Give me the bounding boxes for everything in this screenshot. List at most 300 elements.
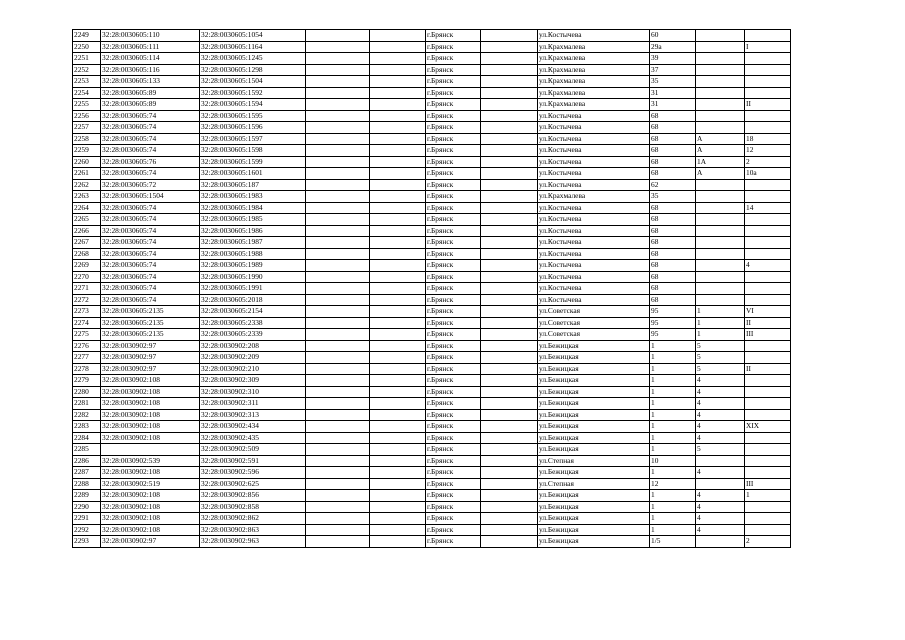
cell-blank-col-b: [370, 179, 426, 191]
cell-street: ул.Костычева: [538, 214, 650, 226]
cell-house: 1: [650, 421, 696, 433]
table-body: [73, 30, 791, 548]
cell-row-number: 2275: [73, 329, 101, 341]
table-row: [73, 513, 791, 525]
cell-blank-col-a: [306, 53, 370, 65]
cell-cadastral-number: 32:28:0030605:1990: [200, 271, 306, 283]
cell-blank-col-a: [306, 409, 370, 421]
cell-city: г.Брянск: [426, 421, 481, 433]
cell-cadastral-number: 32:28:0030902:313: [200, 409, 306, 421]
cell-cadastral-parent: 32:28:0030605:74: [101, 294, 200, 306]
table-row: [73, 99, 791, 111]
cell-row-number: 2282: [73, 409, 101, 421]
cell-city: г.Брянск: [426, 306, 481, 318]
table-row: [73, 352, 791, 364]
cell-cadastral-number: 32:28:0030605:1986: [200, 225, 306, 237]
table-row: [73, 432, 791, 444]
table-row: [73, 271, 791, 283]
cell-blank-col-a: [306, 191, 370, 203]
cell-cadastral-number: 32:28:0030605:1298: [200, 64, 306, 76]
cell-cadastral-parent: 32:28:0030902:108: [101, 398, 200, 410]
cell-cadastral-parent: 32:28:0030902:97: [101, 340, 200, 352]
cell-blank-col-a: [306, 87, 370, 99]
cell-city: г.Брянск: [426, 30, 481, 42]
cell-cadastral-parent: 32:28:0030605:74: [101, 168, 200, 180]
cell-cadastral-parent: 32:28:0030902:108: [101, 386, 200, 398]
cell-premises: [745, 248, 791, 260]
cell-blank-col-a: [306, 225, 370, 237]
cell-premises: [745, 467, 791, 479]
cell-cadastral-parent: 32:28:0030902:108: [101, 467, 200, 479]
cell-house: 10: [650, 455, 696, 467]
cell-premises: [745, 398, 791, 410]
cell-blank-col-c: [481, 421, 538, 433]
cell-cadastral-number: 32:28:0030902:856: [200, 490, 306, 502]
cell-cadastral-parent: 32:28:0030605:114: [101, 53, 200, 65]
cell-premises: [745, 237, 791, 249]
cell-building: 1: [696, 306, 745, 318]
table-row: [73, 156, 791, 168]
table-row: [73, 225, 791, 237]
cell-building: [696, 248, 745, 260]
cell-house: 68: [650, 122, 696, 134]
cell-building: 1: [696, 317, 745, 329]
cell-blank-col-b: [370, 444, 426, 456]
cell-street: ул.Бежицкая: [538, 340, 650, 352]
cell-cadastral-parent: 32:28:0030605:74: [101, 271, 200, 283]
cell-cadastral-parent: 32:28:0030605:74: [101, 145, 200, 157]
cell-blank-col-a: [306, 156, 370, 168]
cell-building: 1А: [696, 156, 745, 168]
cell-premises: [745, 444, 791, 456]
cell-cadastral-number: 32:28:0030605:1054: [200, 30, 306, 42]
cell-premises: 4: [745, 260, 791, 272]
cell-row-number: 2292: [73, 524, 101, 536]
cell-blank-col-c: [481, 536, 538, 548]
cell-street: ул.Костычева: [538, 283, 650, 295]
cell-row-number: 2262: [73, 179, 101, 191]
table-row: [73, 524, 791, 536]
cell-blank-col-c: [481, 64, 538, 76]
cell-cadastral-parent: 32:28:0030605:74: [101, 260, 200, 272]
table-row: [73, 237, 791, 249]
cell-house: 68: [650, 225, 696, 237]
cell-building: [696, 110, 745, 122]
cell-blank-col-b: [370, 237, 426, 249]
cell-building: 5: [696, 363, 745, 375]
cell-blank-col-b: [370, 501, 426, 513]
cell-blank-col-b: [370, 168, 426, 180]
cell-house: 1: [650, 501, 696, 513]
cell-premises: 1: [745, 490, 791, 502]
cell-building: 5: [696, 340, 745, 352]
cell-house: 1: [650, 340, 696, 352]
cell-blank-col-c: [481, 202, 538, 214]
cell-cadastral-parent: 32:28:0030605:89: [101, 87, 200, 99]
cell-blank-col-a: [306, 340, 370, 352]
cell-blank-col-a: [306, 386, 370, 398]
cell-cadastral-parent: 32:28:0030902:97: [101, 352, 200, 364]
table-row: [73, 145, 791, 157]
cell-row-number: 2284: [73, 432, 101, 444]
cell-blank-col-c: [481, 133, 538, 145]
cell-premises: [745, 122, 791, 134]
cell-premises: III: [745, 329, 791, 341]
cell-cadastral-number: 32:28:0030605:1991: [200, 283, 306, 295]
cell-city: г.Брянск: [426, 501, 481, 513]
cell-blank-col-a: [306, 99, 370, 111]
cell-blank-col-b: [370, 133, 426, 145]
cell-blank-col-b: [370, 110, 426, 122]
cell-cadastral-number: 32:28:0030902:863: [200, 524, 306, 536]
cell-blank-col-b: [370, 398, 426, 410]
cell-row-number: 2280: [73, 386, 101, 398]
cell-blank-col-a: [306, 455, 370, 467]
cell-blank-col-a: [306, 352, 370, 364]
cell-blank-col-b: [370, 432, 426, 444]
cell-house: 68: [650, 202, 696, 214]
cell-house: 1/5: [650, 536, 696, 548]
cell-building: [696, 237, 745, 249]
cell-street: ул.Крахмалева: [538, 64, 650, 76]
cell-blank-col-a: [306, 248, 370, 260]
cell-city: г.Брянск: [426, 352, 481, 364]
cell-cadastral-number: 32:28:0030605:2018: [200, 294, 306, 306]
cell-house: 1: [650, 432, 696, 444]
cell-blank-col-a: [306, 398, 370, 410]
cell-building: [696, 260, 745, 272]
cell-city: г.Брянск: [426, 386, 481, 398]
cell-blank-col-b: [370, 145, 426, 157]
table-row: [73, 306, 791, 318]
cell-row-number: 2267: [73, 237, 101, 249]
cell-house: 39: [650, 53, 696, 65]
cell-premises: [745, 352, 791, 364]
cell-building: [696, 455, 745, 467]
cell-street: ул.Крахмалева: [538, 41, 650, 53]
cell-premises: [745, 501, 791, 513]
cell-premises: VI: [745, 306, 791, 318]
cell-premises: [745, 271, 791, 283]
cell-street: ул.Костычева: [538, 110, 650, 122]
cell-blank-col-c: [481, 30, 538, 42]
cell-street: ул.Костычева: [538, 179, 650, 191]
cell-blank-col-b: [370, 386, 426, 398]
cell-row-number: 2253: [73, 76, 101, 88]
cell-blank-col-c: [481, 53, 538, 65]
cell-building: 4: [696, 409, 745, 421]
cell-blank-col-c: [481, 398, 538, 410]
cell-premises: [745, 283, 791, 295]
cell-street: ул.Бежицкая: [538, 490, 650, 502]
cell-house: 68: [650, 248, 696, 260]
cell-blank-col-c: [481, 444, 538, 456]
cell-blank-col-a: [306, 329, 370, 341]
table-row: [73, 340, 791, 352]
cell-city: г.Брянск: [426, 179, 481, 191]
cell-house: 68: [650, 156, 696, 168]
cell-city: г.Брянск: [426, 467, 481, 479]
cell-street: ул.Степная: [538, 455, 650, 467]
cell-cadastral-number: 32:28:0030605:1597: [200, 133, 306, 145]
cell-cadastral-parent: 32:28:0030902:108: [101, 432, 200, 444]
cell-cadastral-parent: 32:28:0030605:74: [101, 214, 200, 226]
cell-house: 31: [650, 87, 696, 99]
cell-blank-col-b: [370, 156, 426, 168]
cell-cadastral-parent: 32:28:0030605:74: [101, 237, 200, 249]
cell-city: г.Брянск: [426, 524, 481, 536]
cell-cadastral-parent: 32:28:0030902:108: [101, 409, 200, 421]
cell-row-number: 2250: [73, 41, 101, 53]
cell-cadastral-number: 32:28:0030902:596: [200, 467, 306, 479]
cell-city: г.Брянск: [426, 260, 481, 272]
table-row: [73, 455, 791, 467]
cell-cadastral-number: 32:28:0030902:963: [200, 536, 306, 548]
cell-city: г.Брянск: [426, 145, 481, 157]
cell-street: ул.Бежицкая: [538, 467, 650, 479]
table-row: [73, 536, 791, 548]
cell-city: г.Брянск: [426, 444, 481, 456]
cell-street: ул.Костычева: [538, 133, 650, 145]
cell-street: ул.Бежицкая: [538, 352, 650, 364]
cell-cadastral-number: 32:28:0030605:1985: [200, 214, 306, 226]
cell-blank-col-b: [370, 340, 426, 352]
cell-blank-col-b: [370, 513, 426, 525]
cell-blank-col-b: [370, 490, 426, 502]
cell-building: [696, 179, 745, 191]
cell-cadastral-number: 32:28:0030605:1988: [200, 248, 306, 260]
cell-blank-col-a: [306, 76, 370, 88]
cell-blank-col-a: [306, 478, 370, 490]
cell-blank-col-a: [306, 179, 370, 191]
cell-blank-col-b: [370, 524, 426, 536]
cell-cadastral-parent: 32:28:0030605:111: [101, 41, 200, 53]
cell-blank-col-c: [481, 87, 538, 99]
cell-blank-col-b: [370, 409, 426, 421]
cell-premises: II: [745, 99, 791, 111]
cell-city: г.Брянск: [426, 271, 481, 283]
cell-row-number: 2286: [73, 455, 101, 467]
cell-row-number: 2283: [73, 421, 101, 433]
table-row: [73, 398, 791, 410]
cell-premises: [745, 513, 791, 525]
cell-blank-col-a: [306, 145, 370, 157]
table-row: [73, 122, 791, 134]
cell-blank-col-c: [481, 179, 538, 191]
cell-blank-col-a: [306, 432, 370, 444]
cell-blank-col-a: [306, 30, 370, 42]
cell-blank-col-a: [306, 490, 370, 502]
cell-city: г.Брянск: [426, 513, 481, 525]
table-row: [73, 444, 791, 456]
cell-premises: 10а: [745, 168, 791, 180]
cell-street: ул.Бежицкая: [538, 536, 650, 548]
cell-building: 4: [696, 524, 745, 536]
cell-cadastral-parent: 32:28:0030902:108: [101, 513, 200, 525]
cell-row-number: 2278: [73, 363, 101, 375]
cell-cadastral-number: 32:28:0030605:1984: [200, 202, 306, 214]
cell-blank-col-c: [481, 41, 538, 53]
cell-blank-col-a: [306, 306, 370, 318]
cell-row-number: 2289: [73, 490, 101, 502]
cell-house: 68: [650, 237, 696, 249]
cell-street: ул.Бежицкая: [538, 398, 650, 410]
cell-cadastral-number: 32:28:0030902:509: [200, 444, 306, 456]
cell-blank-col-a: [306, 122, 370, 134]
cell-house: 1: [650, 490, 696, 502]
cell-street: ул.Бежицкая: [538, 421, 650, 433]
cell-cadastral-parent: 32:28:0030605:1504: [101, 191, 200, 203]
cell-row-number: 2270: [73, 271, 101, 283]
cell-street: ул.Крахмалева: [538, 99, 650, 111]
cell-premises: [745, 179, 791, 191]
cell-street: ул.Костычева: [538, 168, 650, 180]
cell-premises: [745, 432, 791, 444]
cell-building: [696, 225, 745, 237]
cell-blank-col-c: [481, 432, 538, 444]
cell-house: 1: [650, 513, 696, 525]
cell-row-number: 2264: [73, 202, 101, 214]
cell-cadastral-parent: 32:28:0030605:74: [101, 283, 200, 295]
cell-blank-col-b: [370, 421, 426, 433]
cell-building: 1: [696, 329, 745, 341]
cell-blank-col-c: [481, 260, 538, 272]
cell-blank-col-b: [370, 248, 426, 260]
cell-city: г.Брянск: [426, 432, 481, 444]
cell-row-number: 2266: [73, 225, 101, 237]
table-row: [73, 41, 791, 53]
cell-blank-col-b: [370, 202, 426, 214]
cell-blank-col-a: [306, 317, 370, 329]
cell-row-number: 2276: [73, 340, 101, 352]
cell-blank-col-c: [481, 490, 538, 502]
cell-premises: [745, 76, 791, 88]
cell-house: 68: [650, 271, 696, 283]
cell-blank-col-c: [481, 386, 538, 398]
cell-house: 29а: [650, 41, 696, 53]
cell-cadastral-parent: 32:28:0030902:108: [101, 375, 200, 387]
cell-blank-col-c: [481, 375, 538, 387]
cell-premises: 14: [745, 202, 791, 214]
table-row: [73, 329, 791, 341]
cell-cadastral-number: 32:28:0030605:1595: [200, 110, 306, 122]
cell-blank-col-a: [306, 41, 370, 53]
table-row: [73, 386, 791, 398]
cell-cadastral-number: 32:28:0030902:209: [200, 352, 306, 364]
cell-row-number: 2293: [73, 536, 101, 548]
cell-row-number: 2258: [73, 133, 101, 145]
cell-house: 68: [650, 294, 696, 306]
cell-building: [696, 122, 745, 134]
cell-street: ул.Советская: [538, 317, 650, 329]
cell-cadastral-number: 32:28:0030902:625: [200, 478, 306, 490]
cell-building: [696, 271, 745, 283]
cell-blank-col-a: [306, 294, 370, 306]
cell-blank-col-b: [370, 122, 426, 134]
cell-house: 68: [650, 283, 696, 295]
cell-blank-col-b: [370, 478, 426, 490]
cell-city: г.Брянск: [426, 363, 481, 375]
table-row: [73, 248, 791, 260]
cell-blank-col-a: [306, 524, 370, 536]
table-row: [73, 76, 791, 88]
cell-city: г.Брянск: [426, 375, 481, 387]
cell-blank-col-c: [481, 122, 538, 134]
cell-row-number: 2265: [73, 214, 101, 226]
cell-premises: [745, 87, 791, 99]
cell-city: г.Брянск: [426, 536, 481, 548]
cell-city: г.Брянск: [426, 122, 481, 134]
cell-house: 1: [650, 352, 696, 364]
cell-building: [696, 53, 745, 65]
cell-street: ул.Крахмалева: [538, 53, 650, 65]
table-row: [73, 421, 791, 433]
cell-blank-col-c: [481, 99, 538, 111]
cell-building: [696, 536, 745, 548]
cell-building: 4: [696, 432, 745, 444]
cell-blank-col-c: [481, 513, 538, 525]
cell-house: 1: [650, 386, 696, 398]
cell-house: 60: [650, 30, 696, 42]
table-row: [73, 260, 791, 272]
cell-building: 4: [696, 386, 745, 398]
cell-blank-col-b: [370, 30, 426, 42]
cell-city: г.Брянск: [426, 110, 481, 122]
cell-street: ул.Бежицкая: [538, 513, 650, 525]
cell-blank-col-a: [306, 467, 370, 479]
cell-cadastral-number: 32:28:0030902:311: [200, 398, 306, 410]
cell-street: ул.Бежицкая: [538, 409, 650, 421]
cell-cadastral-number: 32:28:0030605:2339: [200, 329, 306, 341]
cell-blank-col-a: [306, 375, 370, 387]
cell-row-number: 2260: [73, 156, 101, 168]
cell-building: 4: [696, 490, 745, 502]
cell-city: г.Брянск: [426, 294, 481, 306]
cell-cadastral-number: 32:28:0030605:1504: [200, 76, 306, 88]
cell-row-number: 2290: [73, 501, 101, 513]
cell-city: г.Брянск: [426, 398, 481, 410]
cell-city: г.Брянск: [426, 168, 481, 180]
cell-premises: [745, 191, 791, 203]
cell-house: 1: [650, 375, 696, 387]
cell-premises: [745, 455, 791, 467]
cell-house: 1: [650, 398, 696, 410]
table-row: [73, 179, 791, 191]
cell-row-number: 2271: [73, 283, 101, 295]
cell-cadastral-number: 32:28:0030902:862: [200, 513, 306, 525]
cell-cadastral-number: 32:28:0030605:1989: [200, 260, 306, 272]
cell-cadastral-parent: 32:28:0030902:539: [101, 455, 200, 467]
cell-house: 31: [650, 99, 696, 111]
cell-street: ул.Советская: [538, 306, 650, 318]
cell-blank-col-b: [370, 352, 426, 364]
cell-row-number: 2261: [73, 168, 101, 180]
cell-building: [696, 214, 745, 226]
cell-blank-col-b: [370, 41, 426, 53]
cell-blank-col-c: [481, 306, 538, 318]
cell-cadastral-parent: 32:28:0030605:116: [101, 64, 200, 76]
cell-premises: [745, 340, 791, 352]
cell-blank-col-a: [306, 501, 370, 513]
cell-house: 68: [650, 168, 696, 180]
table-row: [73, 501, 791, 513]
cell-row-number: 2255: [73, 99, 101, 111]
cell-city: г.Брянск: [426, 133, 481, 145]
cell-house: 35: [650, 191, 696, 203]
cell-blank-col-c: [481, 145, 538, 157]
cell-blank-col-c: [481, 271, 538, 283]
table-row: [73, 202, 791, 214]
